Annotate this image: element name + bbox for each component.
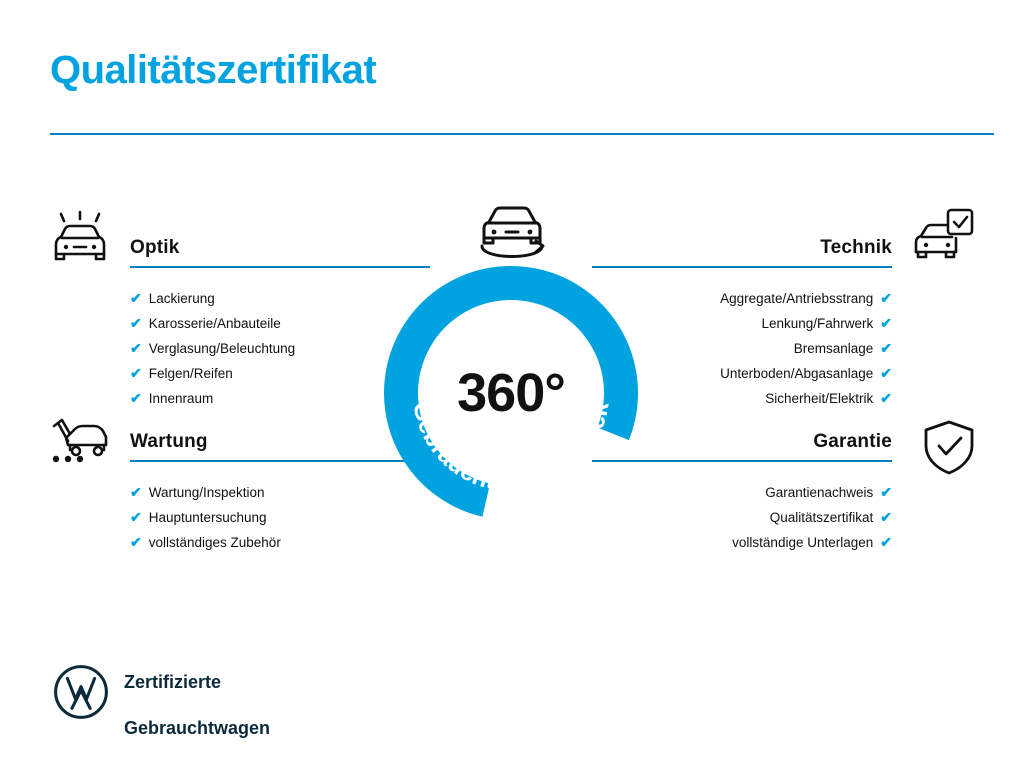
list-item-label: Wartung/Inspektion xyxy=(148,485,265,500)
list-item-label: Verglasung/Beleuchtung xyxy=(148,341,296,356)
car-front-polish-icon xyxy=(48,210,112,268)
list-item-label: Felgen/Reifen xyxy=(148,366,233,381)
list-item-label: Hauptuntersuchung xyxy=(148,510,267,525)
list-item-label: Sicherheit/Elektrik xyxy=(765,391,874,406)
badge-360-check xyxy=(380,262,642,524)
brand-line-1: Zertifizierte xyxy=(124,672,222,692)
list-item-label: Garantienachweis xyxy=(765,485,874,500)
list-item-label: Aggregate/Antriebsstrang xyxy=(720,291,874,306)
check-icon: ✔ xyxy=(880,534,892,550)
check-icon: ✔ xyxy=(880,509,892,525)
list-item-label: Qualitätszertifikat xyxy=(769,510,874,525)
svg-text:Gebrauchtwagen-Check: Gebrauchtwagen-Check xyxy=(407,399,615,498)
brand-name xyxy=(124,648,270,740)
check-icon: ✔ xyxy=(880,290,892,306)
list-item-label: Lackierung xyxy=(148,291,215,306)
check-icon: ✔ xyxy=(130,315,142,331)
check-icon: ✔ xyxy=(130,340,142,356)
list-item-label: Karosserie/Anbauteile xyxy=(148,316,281,331)
section-technik-heading: Technik xyxy=(820,237,892,258)
check-icon: ✔ xyxy=(130,484,142,500)
check-icon: ✔ xyxy=(130,390,142,406)
section-garantie-heading: Garantie xyxy=(813,431,892,452)
check-icon: ✔ xyxy=(880,365,892,381)
shield-check-icon xyxy=(918,418,982,476)
check-icon: ✔ xyxy=(130,534,142,550)
check-icon: ✔ xyxy=(130,290,142,306)
check-icon: ✔ xyxy=(130,509,142,525)
badge-number: 360° xyxy=(457,363,565,423)
list-item xyxy=(592,530,892,555)
list-item-label: Innenraum xyxy=(148,391,214,406)
check-icon: ✔ xyxy=(880,340,892,356)
car-check-icon xyxy=(912,208,976,266)
footer-brand xyxy=(52,648,270,740)
vw-logo xyxy=(52,663,110,726)
page-title: Qualitätszertifikat xyxy=(50,48,377,92)
list-item xyxy=(130,530,430,555)
check-icon: ✔ xyxy=(880,390,892,406)
check-icon: ✔ xyxy=(880,315,892,331)
list-item-label: vollständiges Zubehör xyxy=(148,535,281,550)
check-icon: ✔ xyxy=(130,365,142,381)
car-lift-icon xyxy=(48,412,112,470)
check-icon: ✔ xyxy=(880,484,892,500)
list-item-label: vollständige Unterlagen xyxy=(732,535,874,550)
list-item-label: Unterboden/Abgasanlage xyxy=(720,366,874,381)
section-wartung-heading: Wartung xyxy=(130,431,208,452)
list-item-label: Lenkung/Fahrwerk xyxy=(761,316,874,331)
list-item-label: Bremsanlage xyxy=(793,341,874,356)
section-optik-heading: Optik xyxy=(130,237,180,258)
title-divider xyxy=(50,133,994,135)
brand-line-2: Gebrauchtwagen xyxy=(124,718,271,738)
